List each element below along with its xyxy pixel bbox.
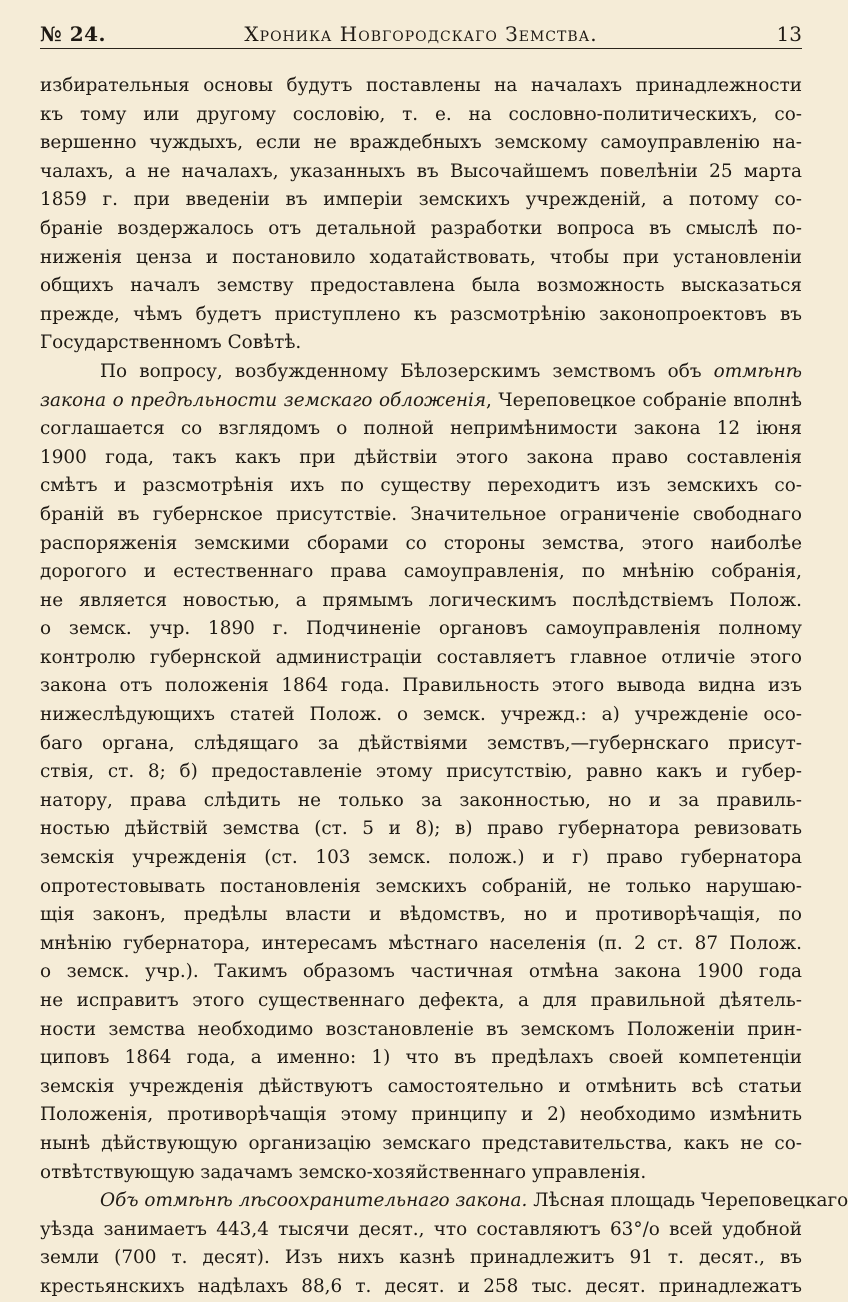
- text-line: [40, 1159, 802, 1188]
- text-line: [40, 644, 802, 673]
- text-segment: дорогого и естественнаго права самоуправленія, по мнѣнію собранія,: [40, 561, 802, 583]
- text-line: [40, 129, 802, 158]
- text-line: [40, 387, 802, 416]
- text-segment: ности земства необходимо возстановленіе въ земскомъ Положеніи прин-: [40, 1018, 802, 1040]
- text-segment: избирательныя основы будутъ поставлены на началахъ принадлежности: [40, 75, 802, 96]
- text-line: [40, 615, 802, 644]
- text-line: [40, 358, 802, 387]
- text-segment: крестьянскихъ надѣлахъ 88,6 т. десят. и 258 тыс. десят. принадлежатъ: [40, 1275, 802, 1297]
- text-line: [40, 558, 802, 587]
- italic-text-segment: Объ отмѣнѣ лѣсоохранительнаго закона.: [100, 1190, 528, 1212]
- text-line: [40, 873, 802, 902]
- text-line: [40, 186, 802, 215]
- text-segment: о земск. учр.). Такимъ образомъ частичная отмѣна закона 1900 года: [40, 961, 802, 983]
- text-segment: соглашается со взглядомъ о полной непримѣнимости закона 12 іюня: [40, 418, 802, 440]
- text-line: [40, 329, 802, 358]
- text-segment: циповъ 1864 года, а именно: 1) что въ предѣлахъ своей компетенціи: [40, 1047, 802, 1069]
- text-segment: Государственномъ Совѣтѣ.: [40, 332, 302, 354]
- article-body: [40, 72, 848, 1302]
- text-segment: о земск. учр. 1890 г. Подчиненіе органовъ самоуправленія полному: [40, 618, 802, 640]
- text-segment: земскія учрежденія (ст. 103 земск. полож.) и г) право губернатора: [40, 847, 802, 869]
- text-segment: , Череповецкое собраніе вполнѣ: [486, 389, 802, 411]
- text-line: [40, 1073, 802, 1102]
- text-segment: распоряженія земскими сборами со стороны земства, этого наиболѣе: [40, 532, 802, 554]
- text-line: [40, 272, 802, 301]
- text-line: [40, 987, 802, 1016]
- text-segment: ностью дѣйствій земства (ст. 5 и 8); в) право губернатора ревизовать: [40, 818, 802, 840]
- text-line: [40, 472, 802, 501]
- text-line: [40, 958, 802, 987]
- italic-text-segment: закона о предѣльности земскаго обложенія: [40, 389, 487, 411]
- text-line: [40, 415, 802, 444]
- text-line: [40, 1216, 802, 1245]
- text-segment: не является новостью, а прямымъ логическимъ послѣдствіемъ Полож.: [40, 589, 802, 611]
- text-line: [40, 1187, 848, 1216]
- text-segment: чалахъ, а не началахъ, указанныхъ въ Высочайшемъ повелѣніи 25 марта: [40, 160, 802, 182]
- text-segment: ствія, ст. 8; б) предоставленіе этому присутствію, равно какъ и губер-: [40, 761, 802, 783]
- text-segment: закона отъ положенія 1864 года. Правильность этого вывода видна изъ: [40, 675, 802, 697]
- text-line: [40, 701, 802, 730]
- text-line: [40, 787, 802, 816]
- text-line: [40, 844, 802, 873]
- text-line: [40, 1244, 802, 1273]
- text-line: [40, 587, 802, 616]
- italic-text-segment: отмѣнѣ: [713, 360, 802, 382]
- issue-number: № 24.: [40, 22, 106, 46]
- text-segment: браніе воздержалось отъ детальной разработки вопроса въ смыслѣ по-: [40, 217, 802, 239]
- text-segment: общихъ началъ земству предоставлена была возможность высказаться: [40, 275, 802, 297]
- text-segment: По вопросу, возбужденному Бѣлозерскимъ земствомъ объ: [100, 360, 714, 382]
- text-segment: нынѣ дѣйствующую организацію земскаго представительства, какъ не со-: [40, 1132, 802, 1154]
- text-segment: къ тому или другому сословію, т. е. на сословно-политическихъ, со-: [40, 103, 802, 125]
- text-segment: земли (700 т. десят). Изъ нихъ казнѣ принадлежитъ 91 т. десят., въ: [40, 1247, 802, 1269]
- text-segment: прежде, чѣмъ будетъ приступлено къ разсмотрѣнію законопроектовъ въ: [40, 303, 802, 325]
- text-line: [40, 1130, 802, 1159]
- text-segment: Положенія, противорѣчащія этому принципу и 2) необходимо измѣнить: [40, 1104, 802, 1126]
- text-segment: мнѣнію губернатора, интересамъ мѣстнаго населенія (п. 2 ст. 87 Полож.: [40, 932, 802, 954]
- text-line: [40, 158, 802, 187]
- page-number: 13: [776, 22, 802, 46]
- text-line: [40, 444, 802, 473]
- running-header: [40, 20, 802, 49]
- text-line: [40, 1044, 802, 1073]
- journal-title: Хроника Новгородскаго Земства.: [244, 22, 598, 46]
- text-line: [40, 301, 802, 330]
- text-segment: опротестовывать постановленія земскихъ собраній, не только нарушаю-: [40, 875, 802, 897]
- text-line: [40, 1101, 802, 1130]
- text-segment: ниженія ценза и постановило ходатайствовать, чтобы при установленіи: [40, 246, 802, 268]
- text-line: [40, 930, 802, 959]
- text-segment: браній въ губернское присутствіе. Значительное ограниченіе свободнаго: [40, 503, 802, 525]
- text-segment: 1900 года, такъ какъ при дѣйствіи этого закона право составленія: [40, 446, 802, 468]
- text-segment: не исправитъ этого существеннаго дефекта, а для правильной дѣятель-: [40, 990, 802, 1011]
- text-segment: отвѣтствующую задачамъ земско-хозяйственнаго управленія.: [40, 1161, 647, 1183]
- text-segment: баго органа, слѣдящаго за дѣйствіями земствъ,—губернскаго присут-: [40, 732, 802, 754]
- text-line: [40, 815, 802, 844]
- text-line: [40, 244, 802, 273]
- text-segment: Лѣсная площадь Череповецкаго: [527, 1190, 848, 1212]
- text-segment: щія законъ, предѣлы власти и вѣдомствъ, но и противорѣчащія, по: [40, 904, 802, 926]
- text-segment: земскія учрежденія дѣйствуютъ самостоятельно и отмѣнить всѣ статьи: [40, 1075, 802, 1097]
- text-line: [40, 1273, 802, 1302]
- text-segment: смѣтъ и разсмотрѣнія ихъ по существу переходитъ изъ земскихъ со-: [40, 475, 802, 497]
- text-line: [40, 530, 802, 559]
- text-segment: 1859 г. при введеніи въ имперіи земскихъ учрежденій, а потому со-: [40, 189, 802, 211]
- text-line: [40, 72, 802, 101]
- text-segment: вершенно чуждыхъ, если не враждебныхъ земскому самоуправленію на-: [40, 132, 802, 154]
- text-segment: натору, права слѣдить не только за законностью, но и за правиль-: [40, 789, 802, 811]
- text-segment: нижеслѣдующихъ статей Полож. о земск. учрежд.: а) учрежденіе осо-: [40, 704, 802, 726]
- text-line: [40, 901, 802, 930]
- text-line: [40, 501, 802, 530]
- text-segment: контролю губернской администраціи составляетъ главное отличіе этого: [40, 646, 802, 668]
- text-line: [40, 672, 802, 701]
- text-line: [40, 1016, 802, 1045]
- text-segment: уѣзда занимаетъ 443,4 тысячи десят., что составляютъ 63°/о всей удобной: [40, 1218, 802, 1240]
- text-line: [40, 758, 802, 787]
- text-line: [40, 730, 802, 759]
- text-line: [40, 215, 802, 244]
- text-line: [40, 101, 802, 130]
